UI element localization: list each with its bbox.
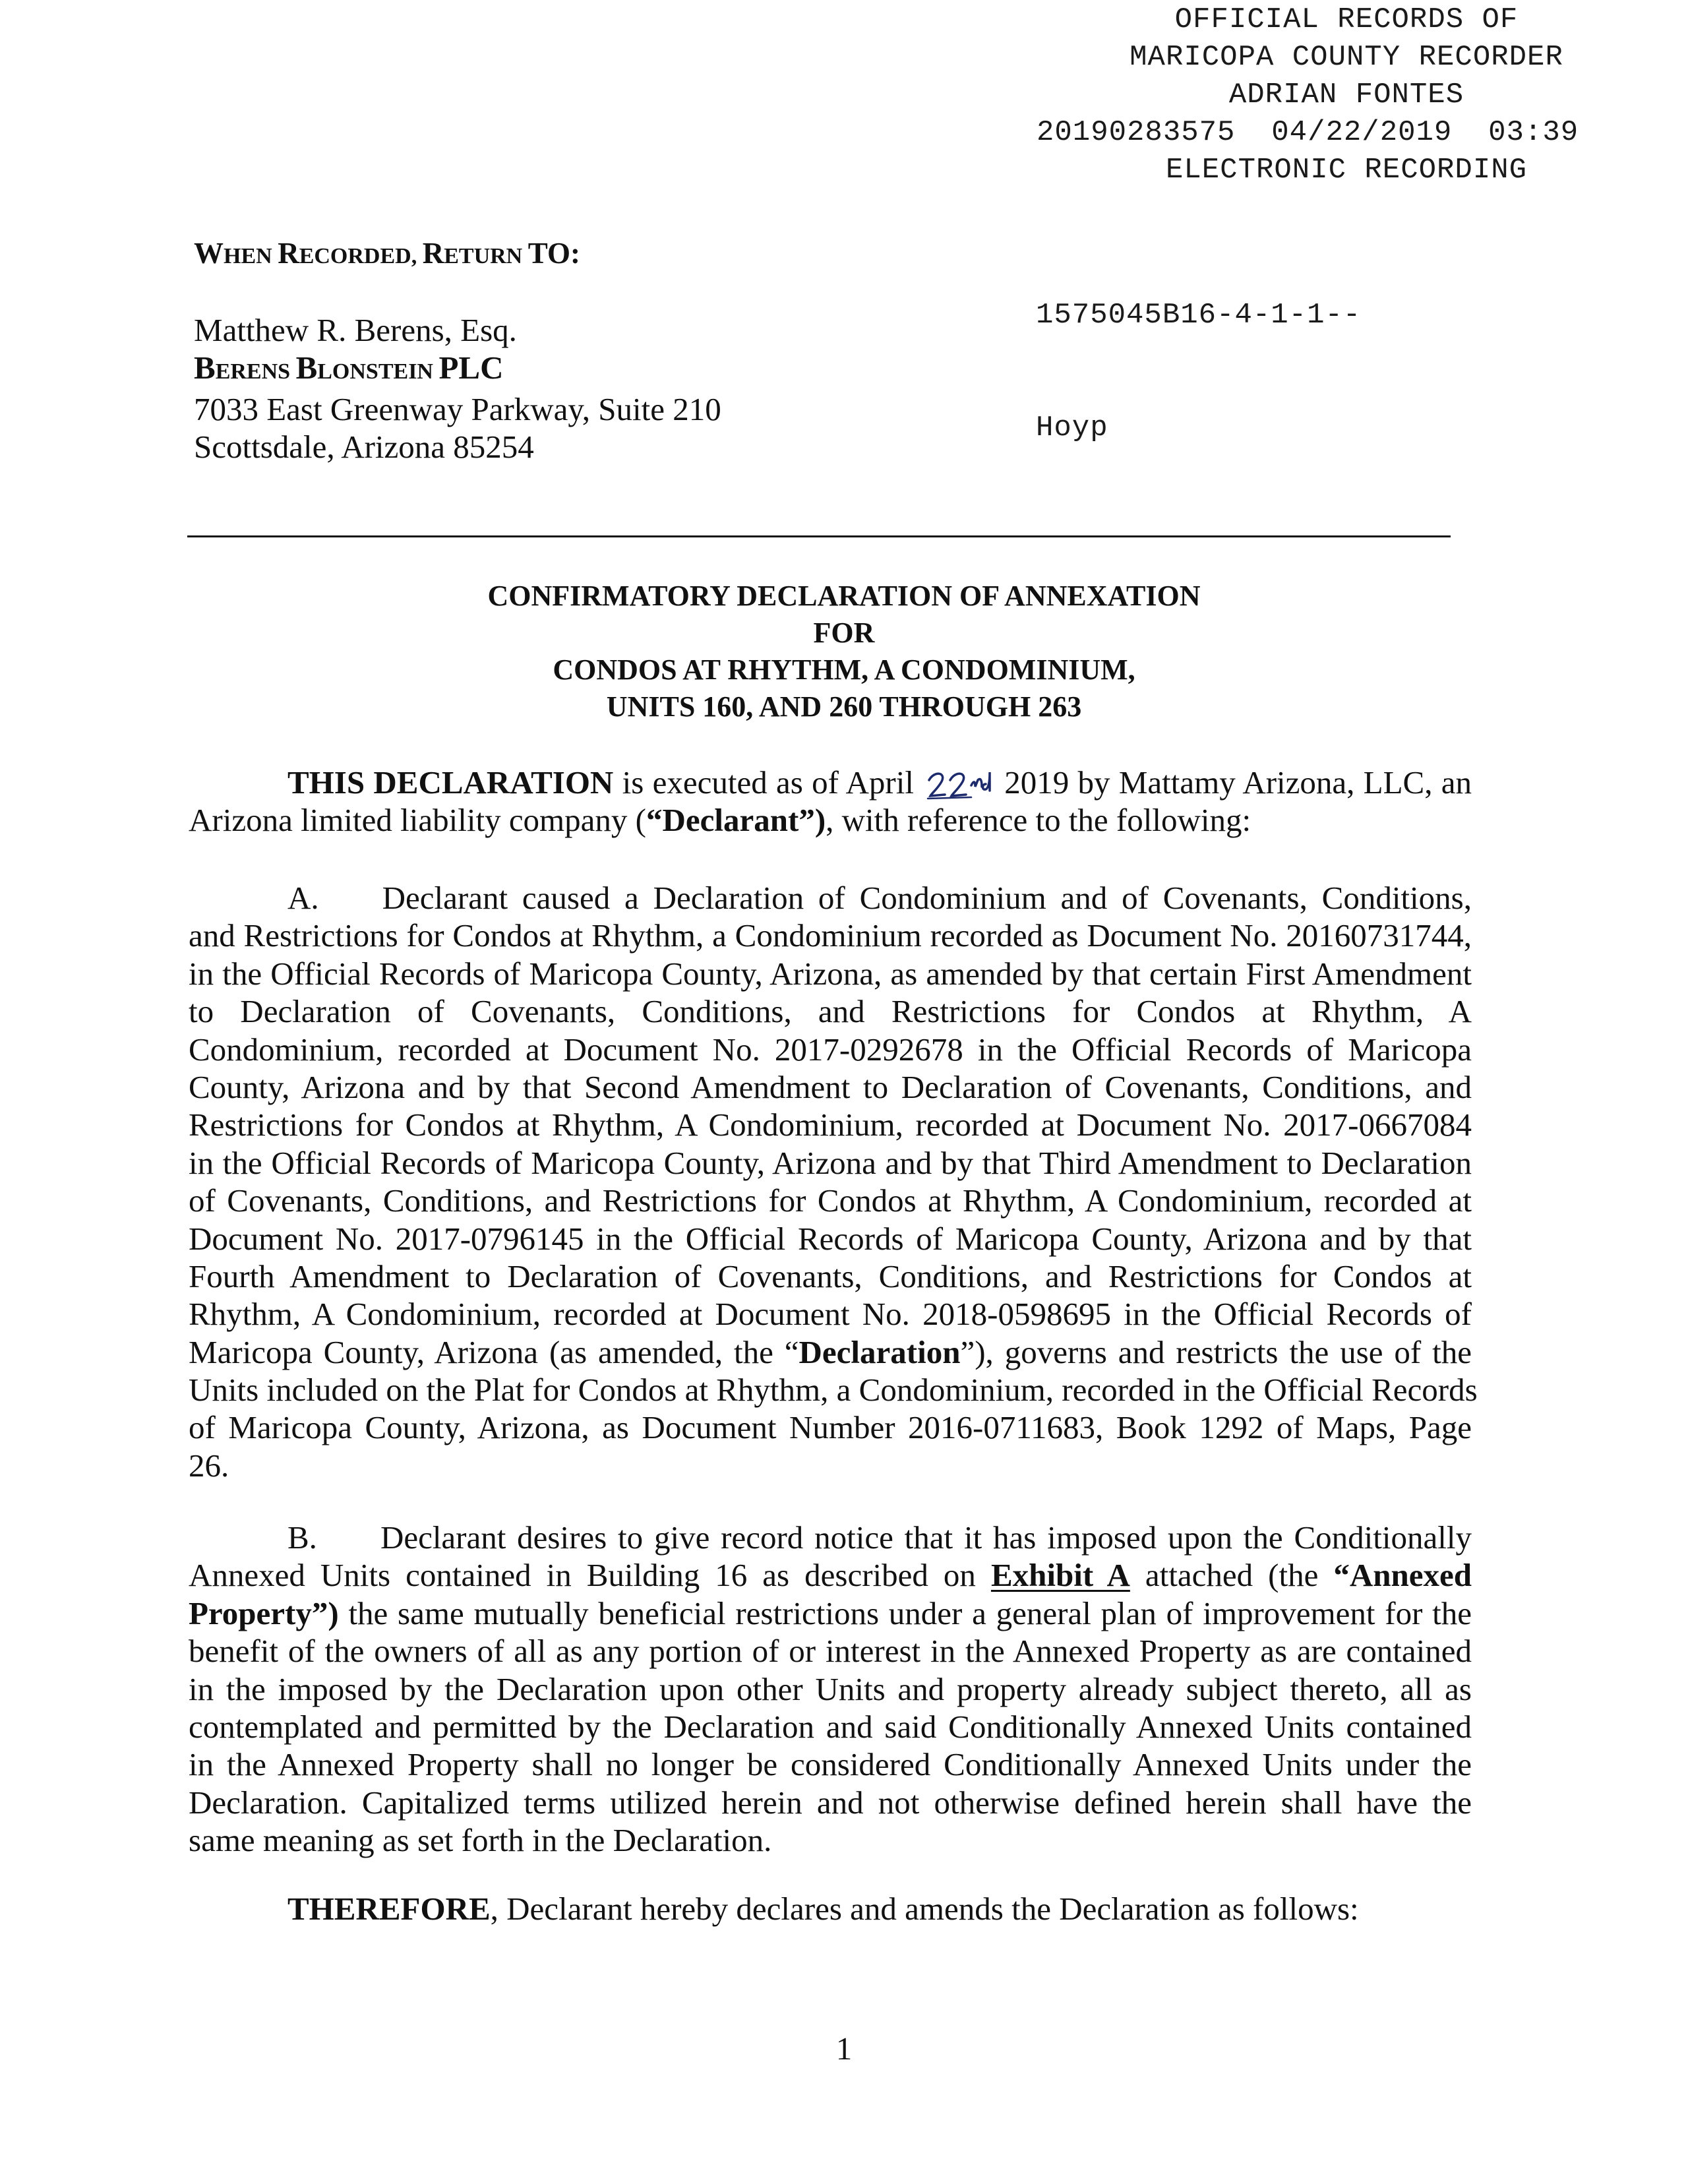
para-line: in the Official Records of Maricopa County, Arizona and by that Third Amendment to Declaration [189,1144,1472,1181]
stamp-line: ADRIAN FONTES [1228,78,1464,111]
heading-small: ETURN [444,244,528,268]
para-line: Fourth Amendment to Declaration of Covenants, Conditions, and Restrictions for Condos at [189,1258,1472,1294]
return-city: Scottsdale, Arizona 85254 [194,429,534,465]
recording-code-line: 1575045B16-4-1-1-- [1036,299,1362,332]
recital-label: A. [287,880,319,916]
recording-code [1036,222,1361,485]
para-text: attached (the [1130,1557,1334,1594]
para-text: , Declarant hereby declares and amends the Declaration as follows: [490,1891,1359,1927]
para-line: to Declaration of Covenants, Conditions, and Restrictions for Condos at Rhythm, A [189,993,1472,1030]
recital-a [189,879,1478,1484]
recording-number: 20190283575 [1037,116,1236,149]
para-line [189,879,1472,917]
intro-paragraph [189,764,1472,839]
exhibit-a-reference: Exhibit A [990,1557,1130,1594]
therefore-paragraph [189,1890,1472,1927]
defined-term-property: Property”) [189,1594,339,1631]
recital-b [189,1519,1472,1860]
return-address [194,311,721,466]
handwritten-date-signature [925,767,1002,803]
title-line: CONFIRMATORY DECLARATION OF ANNEXATION [487,580,1201,612]
para-line: and Restrictions for Condos at Rhythm, a Condominium recorded as Document No. 20160731744, [189,917,1472,954]
title-line: FOR [813,617,875,649]
defined-term-annexed: “Annexed [1333,1557,1472,1594]
para-line: Declaration. Capitalized terms utilized herein and not otherwise defined herein shall have the [189,1784,1472,1821]
stamp-line: OFFICIAL RECORDS OF [1174,3,1519,36]
para-line [189,1890,1472,1927]
recording-time: 03:39 [1488,116,1579,149]
stamp-line: ELECTRONIC RECORDING [1165,154,1528,187]
para-line: 26. [189,1447,229,1484]
recording-code-line: Hoyp [1036,411,1108,444]
stamp-recording-line [1037,114,1656,152]
para-line: same meaning as set forth in the Declaration. [189,1822,772,1859]
para-text: ”), governs and restricts the use of the [960,1333,1472,1370]
para-line: Restrictions for Condos at Rhythm, A Condominium, recorded at Document No. 2017-0667084 [189,1107,1472,1143]
intro-lead-in: THIS DECLARATION [287,764,614,801]
para-line: Rhythm, A Condominium, recorded at Document No. 2018-0598695 in the Official Records of [189,1296,1472,1333]
heading-small: ECORDED, [299,244,423,268]
return-name: Matthew R. Berens, Esq. [194,312,517,348]
para-text: the same mutually beneficial restrictions under a general plan of improvement for the [338,1594,1472,1631]
para-text: Declarant caused a Declaration of Condominium and of Covenants, Conditions, [382,880,1472,916]
para-line [189,764,1472,801]
document-title [0,578,1688,725]
para-line: contemplated and permitted by the Declaration and said Conditionally Annexed Units contained [189,1708,1472,1745]
heading-cap: TO: [528,237,580,270]
para-line [189,1556,1472,1594]
header-divider [187,535,1451,537]
para-line [189,1594,1472,1632]
firm-small: LONSTEIN [317,359,439,384]
para-line: in the Official Records of Maricopa County, Arizona, as amended by that certain First Amendment [189,955,1472,992]
heading-small: HEN [224,244,278,268]
defined-term-declaration: Declaration [799,1333,961,1370]
para-line [189,801,1472,839]
firm-cap: PLC [438,349,504,386]
para-line: in the imposed by the Declaration upon other Units and property already subject thereto, all as [189,1670,1472,1707]
para-line: Condominium, recorded at Document No. 2017-0292678 in the Official Records of Maricopa [189,1031,1472,1068]
return-firm [194,349,721,390]
para-text: Annexed Units contained in Building 16 as described on [189,1557,991,1594]
para-line: of Covenants, Conditions, and Restrictions for Condos at Rhythm, A Condominium, recorded at [189,1182,1472,1219]
page-number: 1 [835,2030,853,2067]
heading-cap: W [194,237,224,270]
defined-term-declarant: “Declarant”) [646,802,826,839]
return-street: 7033 East Greenway Parkway, Suite 210 [194,391,721,427]
para-line: in the Annexed Property shall no longer be considered Conditionally Annexed Units under the [189,1746,1472,1783]
firm-small: ERENS [215,359,296,384]
recorder-stamp [1037,1,1656,189]
intro-text: Arizona limited liability company ( [189,802,646,839]
intro-text: 2019 by Mattamy Arizona, LLC, an [1004,764,1472,801]
therefore-lead-in: THEREFORE [287,1891,491,1927]
para-line [189,1333,1472,1371]
intro-text: is executed as of April [613,764,923,801]
para-text: Maricopa County, Arizona (as amended, the “ [189,1333,799,1370]
para-line: benefit of the owners of all as any portion of or interest in the Annexed Property as are contained [189,1633,1472,1670]
title-line: UNITS 160, AND 260 THROUGH 263 [606,690,1082,723]
para-line: Document No. 2017-0796145 in the Official Records of Maricopa County, Arizona and by that [189,1220,1472,1257]
heading-cap: R [422,237,444,270]
stamp-line: MARICOPA COUNTY RECORDER [1130,41,1563,74]
intro-text: , with reference to the following: [826,802,1251,839]
para-line [189,1519,1472,1556]
recital-label: B. [287,1519,317,1556]
para-line: Units included on the Plat for Condos at Rhythm, a Condominium, recorded in the Official Records [189,1372,1478,1409]
para-line: County, Arizona and by that Second Amendment to Declaration of Covenants, Conditions, and [189,1068,1472,1105]
firm-cap: B [295,349,318,386]
firm-cap: B [194,349,216,386]
heading-cap: R [278,237,299,270]
return-to-heading [194,236,580,270]
recording-date: 04/22/2019 [1271,116,1453,149]
title-line: CONDOS AT RHYTHM, A CONDOMINIUM, [553,653,1135,686]
para-text: Declarant desires to give record notice that it has imposed upon the Conditionally [380,1519,1472,1556]
para-line: of Maricopa County, Arizona, as Document Number 2016-0711683, Book 1292 of Maps, Page [189,1409,1472,1446]
